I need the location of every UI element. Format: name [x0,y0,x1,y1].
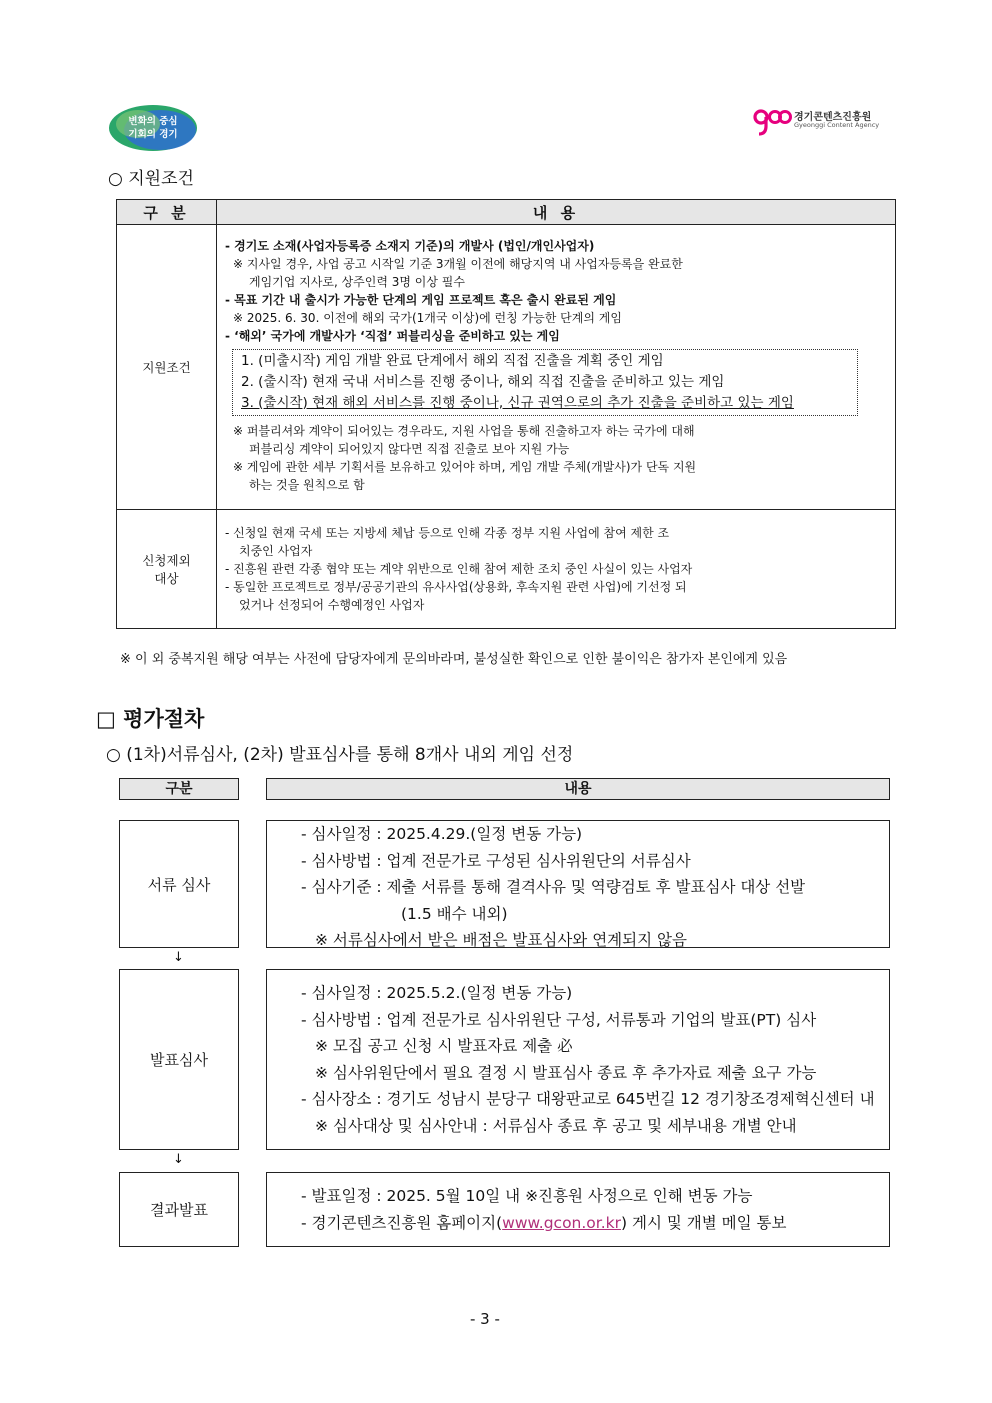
flow-col-content-header: 내용 [266,778,890,800]
flow-col-category-header: 구분 [119,778,239,800]
game-type-item: 3. (출시작) 현재 해외 서비스를 진행 중이나, 신규 권역으로의 추가 진출을 준비하고 있는 게임 [241,394,794,411]
gca-logo-name: 경기콘텐츠진흥원 [794,112,872,123]
content-note: ※ 게임에 관한 세부 기획서를 보유하고 있어야 하며, 게임 개발 주체(개발사)가 단독 지원 [233,459,697,474]
content-line: ※ 심사대상 및 심사안내 : 서류심사 종료 후 공고 및 세부내용 개별 안내 [315,1116,797,1135]
content-line: - 경기도 소재(사업자등록증 소재지 기준)의 개발사 (법인/개인사업자) [225,238,595,253]
game-type-item: 2. (출시작) 현재 국내 서비스를 진행 중이나, 해외 직접 진출을 준비하고 있는 게임 [241,373,725,390]
svg-text:기회의 경기: 기회의 경기 [128,129,178,140]
game-type-item: 1. (미출시작) 게임 개발 완료 단계에서 해외 직접 진출을 계획 중인 게임 [241,352,664,369]
content-line: - 목표 기간 내 출시가 가능한 단계의 게임 프로젝트 혹은 출시 완료된 게임 [225,292,617,307]
row-content-exclusion [217,510,896,629]
down-arrow-icon: ↓ [173,1152,184,1167]
content-line: 게임기업 지사로, 상주인력 3명 이상 필수 [249,274,465,289]
content-line: - 진흥원 관련 각종 협약 또는 계약 위반으로 인해 참여 제한 조치 중인 사실이 있는 사업자 [225,562,693,576]
support-conditions-table [116,199,896,629]
content-line: - 심사일정 : 2025.5.2.(일정 변동 가능) [301,984,573,1002]
content-line: - 동일한 프로젝트로 정부/공공기관의 유사사업(상용화, 후속지원 관련 사업)에 기선정 되 [225,580,687,594]
footnote: ※ 이 외 중복지원 해당 여부는 사전에 담당자에게 문의바라며, 불성실한 확인으로 인한 불이익은 참가자 본인에게 있음 [120,652,788,667]
content-line: ※ 2025. 6. 30. 이전에 해외 국가(1개국 이상)에 런칭 가능한 단계의 게임 [233,310,622,325]
content-note: 퍼블리싱 계약이 되어있지 않다면 직접 진출로 보아 지원 가능 [249,441,570,456]
step-announcement-content [266,1172,890,1247]
content-line: ※ 서류심사에서 받은 배점은 발표심사와 연계되지 않음 [315,931,687,949]
content-line: ※ 지사일 경우, 사업 공고 시작일 기준 3개월 이전에 해당지역 내 사업자등록을 완료한 [233,256,683,271]
page-number: - 3 - [470,1310,500,1328]
down-arrow-icon: ↓ [173,950,184,965]
support-section-title: ○ 지원조건 [108,169,194,189]
content-line: ※ 심사위원단에서 필요 결정 시 발표심사 종료 후 추가자료 제출 요구 가능 [315,1063,817,1082]
content-line: - 심사방법 : 업계 전문가로 심사위원단 구성, 서류통과 기업의 발표(PT) 심사 [301,1010,817,1029]
col-content-header: 내 용 [217,200,896,225]
content-line: - 경기콘텐츠진흥원 홈페이지(www.gcon.or.kr) 게시 및 개별 메일 통보 [301,1213,787,1232]
content-note: 하는 것을 원칙으로 함 [249,477,365,492]
content-line: - ‘해외’ 국가에 개발사가 ‘직접’ 퍼블리싱을 준비하고 있는 게임 [225,328,560,343]
row-content-support [217,225,896,510]
evaluation-section-title: □ 평가절차 [96,707,205,731]
step-document-review-label: 서류 심사 [119,820,239,948]
step-announcement-label: 결과발표 [119,1172,239,1247]
gcon-homepage-link[interactable]: www.gcon.or.kr [502,1213,622,1232]
svg-text:변화의 중심: 변화의 중심 [128,116,178,127]
gca-logo [752,106,902,142]
gyeonggi-slogan-logo [108,104,198,152]
content-line: - 신청일 현재 국세 또는 지방세 체납 등으로 인해 각종 정부 지원 사업에 참여 제한 조 [225,526,670,540]
content-line: ※ 모집 공고 신청 시 발표자료 제출 必 [315,1037,573,1055]
evaluation-subtitle: ○ (1차)서류심사, (2차) 발표심사를 통해 8개사 내외 게임 선정 [106,745,574,765]
content-line: - 심사일정 : 2025.4.29.(일정 변동 가능) [301,825,583,843]
content-line: 었거나 선정되어 수행예정인 사업자 [239,598,425,612]
content-line: 치중인 사업자 [239,544,313,558]
table-row [117,510,896,629]
content-note: ※ 퍼블리셔와 계약이 되어있는 경우라도, 지원 사업을 통해 진출하고자 하는 국가에 대해 [233,423,695,438]
table-header-row [117,200,896,225]
content-line: (1.5 배수 내외) [401,904,508,923]
col-category-header: 구 분 [117,200,217,225]
gca-logo-subtitle: Gyeonggi Content Agency [794,121,880,129]
step-presentation-content [266,969,890,1150]
row-label-exclusion: 신청제외 대상 [117,510,217,629]
content-line: - 심사장소 : 경기도 성남시 분당구 대왕판교로 645번길 12 경기창조경제혁신센터 내 [301,1090,875,1108]
content-line: - 심사기준 : 제출 서류를 통해 결격사유 및 역량검토 후 발표심사 대상 선발 [301,878,806,896]
game-type-box [232,349,858,416]
table-row [117,225,896,510]
step-presentation-label: 발표심사 [119,969,239,1150]
row-label-support: 지원조건 [117,225,217,510]
content-line: - 심사방법 : 업계 전문가로 구성된 심사위원단의 서류심사 [301,851,691,870]
content-line: - 발표일정 : 2025. 5월 10일 내 ※진흥원 사정으로 인해 변동 가능 [301,1187,753,1205]
step-document-review-content [266,820,890,948]
